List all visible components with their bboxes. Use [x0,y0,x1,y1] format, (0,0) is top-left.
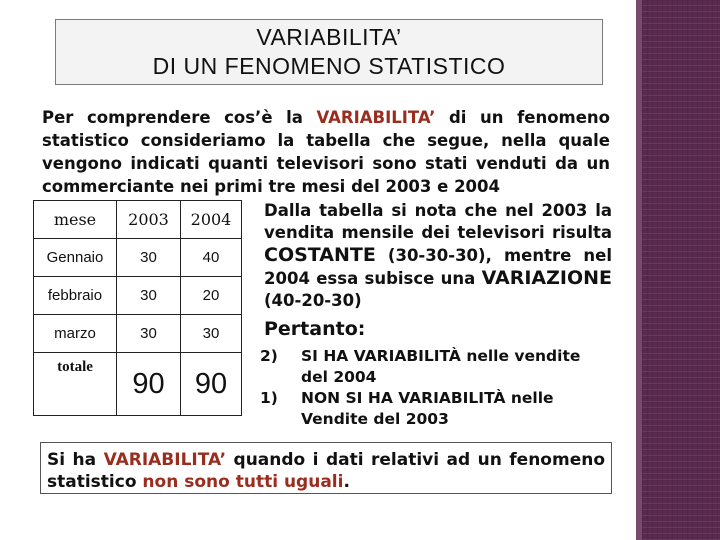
cell-total-2003: 90 [117,353,181,416]
conclusion-highlight-2: non sono tutti uguali [142,472,344,492]
decorative-sidebar [642,0,720,540]
header-2003: 2003 [117,201,181,239]
sales-table [33,200,242,416]
analysis-text-b: (30-30-30), mentre nel 2004 essa subisce una [264,246,612,288]
cell-total-label: totale [34,353,117,416]
table-row [34,277,242,315]
table-row [34,315,242,353]
analysis-text-a: Dalla tabella si nota che nel 2003 la vendita mensile dei televisori risulta [264,201,612,242]
cell-2003: 30 [117,277,181,315]
title-line-2: DI UN FENOMENO STATISTICO [152,53,506,79]
analysis-paragraph [264,200,612,312]
intro-text-before: Per comprendere cos’è la [42,108,317,127]
title-box [55,19,603,85]
conclusion-text-b: quando i dati relativi ad un fenomeno statistico [47,450,606,492]
cell-2004: 30 [181,315,242,353]
analysis-costante: COSTANTE [264,244,376,266]
list-item-text: SI HA VARIABILITÀ nelle vendite del 2004 [301,347,581,386]
analysis-variazione: VARIAZIONE [481,267,612,289]
table-header-row [34,201,242,239]
cell-2004: 40 [181,239,242,277]
intro-highlight: VARIABILITA’ [316,108,436,127]
table-total-row [34,353,242,416]
list-item [260,388,612,430]
cell-2003: 30 [117,315,181,353]
analysis-text-c: (40-20-30) [264,291,362,310]
header-2004: 2004 [181,201,242,239]
analysis-block [260,200,612,430]
cell-month: marzo [34,315,117,353]
cell-2004: 20 [181,277,242,315]
list-item [260,346,612,388]
list-item-number: 1) [260,389,278,407]
cell-total-2004: 90 [181,353,242,416]
intro-paragraph [42,106,610,198]
intro-text-after: di un fenomeno statistico consideriamo la tabella che segue, nella quale vengono indicati quanti televisori sono stati venduti da un commerciante nei primi tre mesi del 2003 e 2004 [42,108,610,196]
conclusion-list [260,346,612,430]
cell-2003: 30 [117,239,181,277]
list-item-text: NON SI HA VARIABILITÀ nelle Vendite del 2003 [301,389,554,428]
conclusion-highlight-1: VARIABILITA’ [103,450,227,470]
title-line-1: VARIABILITA’ [256,24,402,50]
conclusion-box [40,442,612,494]
list-item-number: 2) [260,347,278,365]
header-mese: mese [34,201,117,239]
pertanto-label: Pertanto: [264,318,366,340]
cell-month: febbraio [34,277,117,315]
conclusion-text-a: Si ha [47,450,104,470]
table-row [34,239,242,277]
conclusion-text-c: . [343,472,350,492]
cell-month: Gennaio [34,239,117,277]
